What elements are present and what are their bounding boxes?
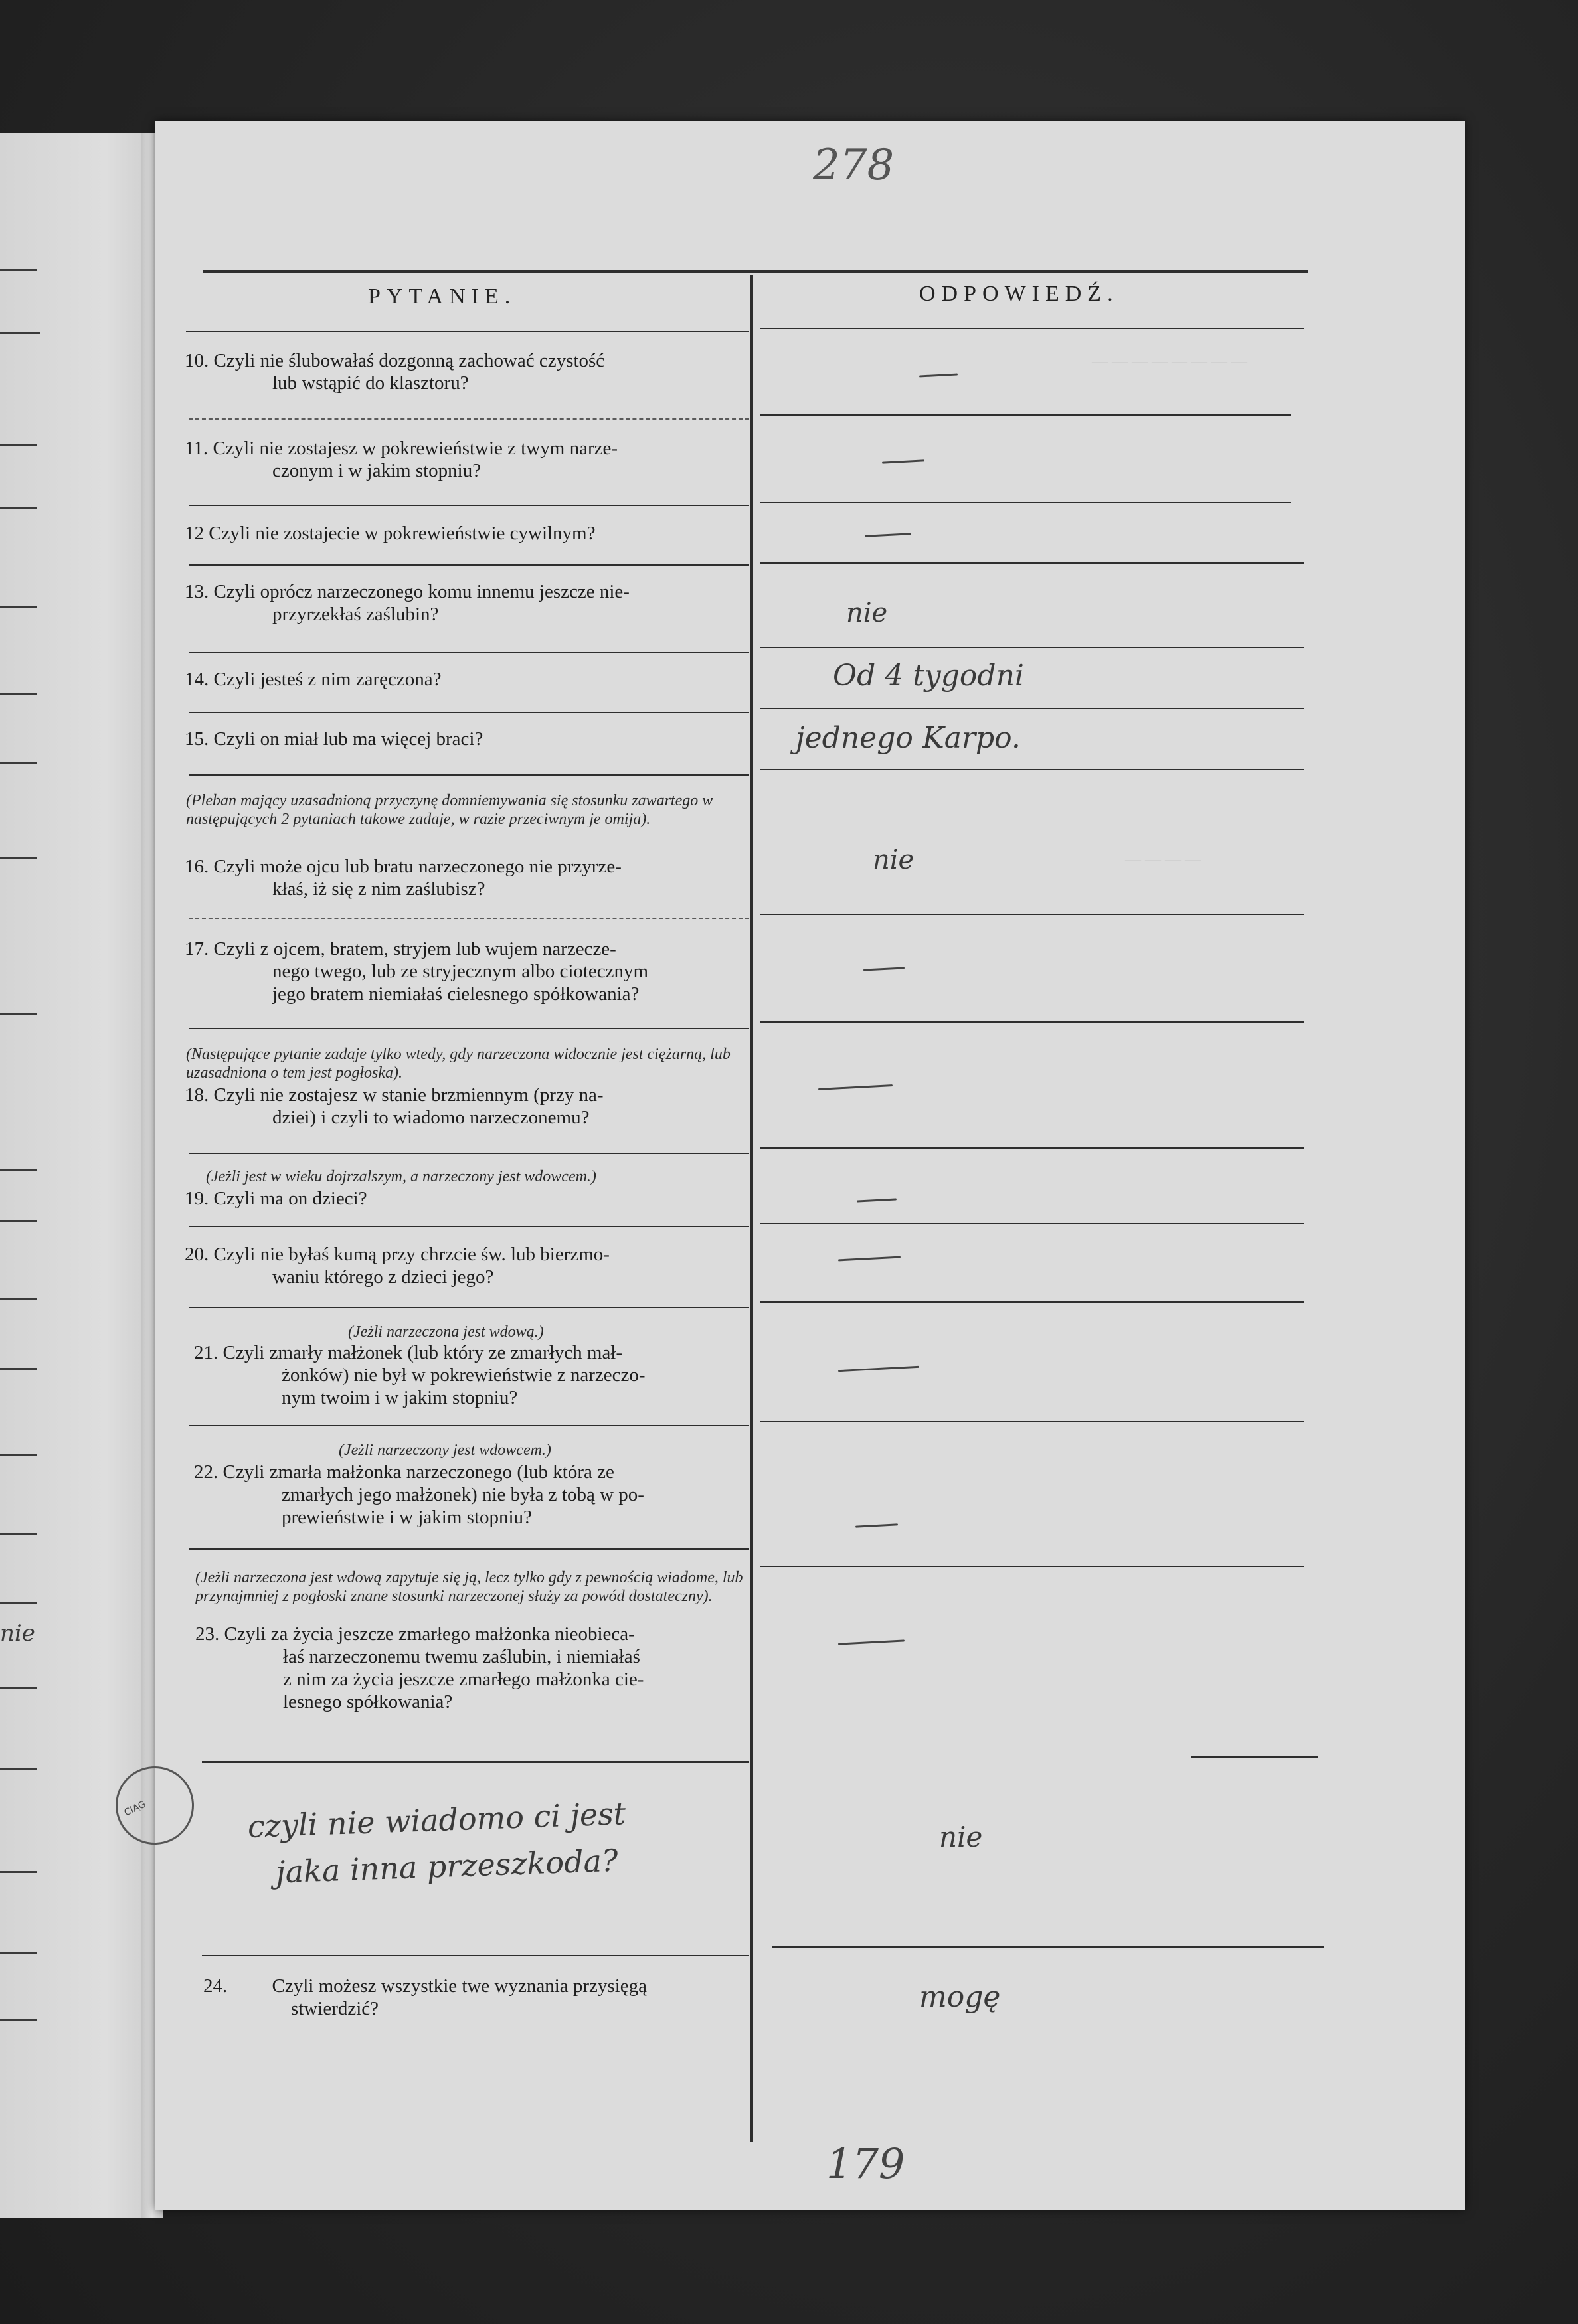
question-text: nym twoim i w jakim stopniu? <box>282 1387 518 1408</box>
question-separator <box>202 1761 749 1763</box>
answer-rule <box>760 769 1304 770</box>
question-text: przyrzekłaś zaślubin? <box>272 604 439 625</box>
bleed-through-text: — — — — — — — — <box>1092 353 1247 371</box>
question-number: 10. <box>185 350 209 371</box>
question-text: lesnego spółkowania? <box>283 1691 453 1712</box>
question-text: kłaś, iż się z nim zaślubisz? <box>272 878 485 900</box>
left-facing-page <box>0 133 151 2218</box>
question-number: 11. <box>185 438 209 459</box>
question-text: Czyli nie zostajesz w stanie brzmiennym (przy na- <box>213 1084 604 1106</box>
question-number: 15. <box>185 728 209 750</box>
answer-dash <box>882 459 924 463</box>
question-text: żonków) nie był w pokrewieństwie z narzeczo- <box>282 1365 646 1386</box>
answer-rule <box>760 414 1291 416</box>
handwritten-question <box>247 1790 628 1896</box>
left-rule <box>0 1871 37 1873</box>
left-rule <box>0 1220 37 1222</box>
question-text: Czyli nie ślubowałaś dozgonną zachować czystość <box>213 350 605 371</box>
answer-rule <box>760 1147 1304 1149</box>
answer-dash <box>865 533 911 537</box>
left-rule <box>0 857 37 859</box>
question-number: 18. <box>185 1084 209 1106</box>
question-number: 16. <box>185 856 209 877</box>
answer-rule <box>760 1223 1304 1224</box>
question-16 <box>185 855 746 900</box>
left-rule <box>0 1169 37 1171</box>
question-21-note: (Jeżli narzeczona jest wdową.) <box>348 1323 544 1341</box>
stamp-text: CIĄG <box>122 1799 148 1819</box>
question-number: 17. <box>185 938 209 959</box>
answer-rule <box>760 1566 1304 1567</box>
question-19 <box>185 1187 746 1210</box>
answer-dash <box>838 1366 919 1372</box>
answer-dash <box>838 1639 905 1645</box>
question-15 <box>185 728 746 750</box>
handwritten-question-line: czyli nie wiadomo ci jest <box>247 1795 627 1845</box>
question-text: Czyli z ojcem, bratem, stryjem lub wujem narzecze- <box>213 938 616 959</box>
question-text: zmarłych jego małżonek) nie była z tobą w po- <box>282 1484 644 1505</box>
answer-rule <box>760 562 1304 564</box>
question-number: 23. <box>195 1623 220 1645</box>
answer-rule <box>760 914 1304 915</box>
question-text: Czyli nie zostajecie w pokrewieństwie cywilnym? <box>209 523 596 544</box>
left-rule <box>0 1533 37 1535</box>
question-text: Czyli za życia jeszcze zmarłego małżonka nieobieca- <box>224 1623 635 1645</box>
question-text: łaś narzeczonemu twemu zaślubin, i niemiałaś <box>283 1646 640 1667</box>
left-rule <box>0 762 37 764</box>
question-text: lub wstąpić do klasztoru? <box>272 373 469 394</box>
page-number-bottom: 179 <box>826 2139 905 2188</box>
question-21 <box>194 1341 746 1409</box>
left-rule <box>0 444 37 446</box>
question-text: Czyli jesteś z nim zaręczona? <box>213 669 442 690</box>
question-18 <box>185 1084 746 1129</box>
left-rule <box>0 2019 37 2021</box>
left-rule <box>0 1952 37 1954</box>
question-text: Czyli zmarła małżonka narzeczonego (lub która ze <box>222 1461 614 1483</box>
left-rule <box>0 1768 37 1770</box>
answer-rule <box>760 502 1291 503</box>
question-separator <box>202 1955 749 1956</box>
question-10 <box>185 349 746 394</box>
form-page <box>155 121 1465 2210</box>
left-rule <box>0 606 37 608</box>
question-20 <box>185 1243 746 1288</box>
question-text: czonym i w jakim stopniu? <box>272 460 482 481</box>
question-text: Czyli możesz wszystkie twe wyznania przysięgą <box>272 1975 648 1997</box>
question-19-note: (Jeżli jest w wieku dojrzalszym, a narzeczony jest wdowcem.) <box>206 1168 596 1185</box>
question-13 <box>185 580 746 625</box>
question-11 <box>185 437 746 482</box>
answer-dash <box>919 373 958 377</box>
question-14 <box>185 668 746 691</box>
answer-rule <box>772 1946 1324 1948</box>
question-separator <box>189 774 749 776</box>
left-rule <box>0 332 40 334</box>
left-rule <box>0 1687 37 1689</box>
answer-14: Od 4 tygodni <box>833 659 1024 693</box>
answer-rule <box>1191 1756 1318 1758</box>
question-text: Czyli ma on dzieci? <box>213 1188 367 1209</box>
question-text: Czyli oprócz narzeczonego komu innemu jeszcze nie- <box>213 581 630 602</box>
question-18-note: (Następujące pytanie zadaje tylko wtedy, gdy narzeczona widocznie jest ciężarną, lub uzasadniona o tem jest pogłoska). <box>186 1046 731 1082</box>
question-17 <box>185 938 746 1005</box>
question-text: Czyli zmarły małżonek (lub który ze zmarłych mał- <box>222 1342 623 1363</box>
answer-dash <box>855 1523 898 1527</box>
question-number: 22. <box>194 1461 219 1483</box>
question-separator <box>189 1307 749 1308</box>
question-24 <box>203 1975 746 2020</box>
answer-rule <box>760 708 1304 709</box>
answer-dash <box>863 967 905 971</box>
question-22 <box>194 1461 746 1529</box>
question-text: Czyli nie byłaś kumą przy chrzcie św. lub bierzmo- <box>213 1244 610 1265</box>
question-text: nego twego, lub ze stryjecznym albo ciotecznym <box>272 961 649 982</box>
answer-column-header: ODPOWIEDŹ. <box>919 282 1119 306</box>
question-text: waniu którego z dzieci jego? <box>272 1266 494 1287</box>
handwritten-question-line: jaka inna przeszkoda? <box>275 1842 619 1890</box>
answer-rule <box>760 1301 1304 1303</box>
top-rule <box>203 270 1308 273</box>
answer-dash <box>818 1084 893 1090</box>
answer-rule <box>760 647 1304 648</box>
question-separator <box>189 418 749 420</box>
question-separator <box>189 505 749 506</box>
answer-extra: nie <box>939 1821 983 1853</box>
answer-rule <box>760 328 1304 329</box>
question-number: 12 <box>185 523 204 544</box>
question-number: 19. <box>185 1188 209 1209</box>
question-text: Czyli on miał lub ma więcej braci? <box>213 728 483 750</box>
question-text: jego bratem niemiałaś cielesnego spółkowania? <box>272 983 640 1005</box>
question-separator <box>189 1548 749 1550</box>
column-divider <box>750 275 753 2142</box>
question-separator <box>189 1153 749 1154</box>
question-number: 13. <box>185 581 209 602</box>
question-16-note: (Pleban mający uzasadnioną przyczynę domniemywania się stosunku zawartego w następujących 2 pytaniach takowe zadaje, w razie przeciwnym je omija). <box>186 792 713 828</box>
question-separator <box>189 712 749 713</box>
answer-16: nie <box>873 845 915 875</box>
left-rule <box>0 1454 37 1456</box>
question-23-note: (Jeżli narzeczona jest wdową zapytuje się ją, lecz tylko gdy z pewnością wiadome, lub przynajmniej z pogłoski znane stosunki narzeczonej służy za powód dostateczny). <box>195 1569 743 1605</box>
answer-rule <box>760 1021 1304 1023</box>
question-text: Czyli nie zostajesz w pokrewieństwie z twym narze- <box>213 438 618 459</box>
bleed-through-text: — — — — <box>1125 851 1201 869</box>
answer-15: jednego Karpo. <box>796 721 1021 755</box>
question-22-note: (Jeżli narzeczony jest wdowcem.) <box>339 1442 551 1459</box>
answer-13: nie <box>846 598 888 628</box>
question-number: 24. <box>203 1975 228 1997</box>
left-rule <box>0 1602 37 1604</box>
question-separator <box>189 1028 749 1029</box>
question-rule <box>186 331 749 332</box>
answer-dash <box>857 1198 897 1202</box>
question-12 <box>185 522 746 544</box>
question-text: Czyli może ojcu lub bratu narzeczonego nie przyrze- <box>213 856 622 877</box>
question-separator <box>189 1425 749 1426</box>
question-separator <box>189 1226 749 1227</box>
question-separator <box>189 652 749 653</box>
question-number: 20. <box>185 1244 209 1265</box>
left-rule <box>0 693 37 695</box>
question-23 <box>195 1623 748 1713</box>
left-rule <box>0 1298 37 1300</box>
left-margin-handwriting: nie <box>0 1620 35 1647</box>
question-number: 14. <box>185 669 209 690</box>
left-rule <box>0 269 37 271</box>
page-number-top: 278 <box>813 141 895 190</box>
question-text: prewieństwie i w jakim stopniu? <box>282 1507 532 1528</box>
answer-24: mogę <box>919 1980 1001 2014</box>
question-separator <box>189 564 749 566</box>
question-text: stwierdzić? <box>291 1998 379 2019</box>
answer-rule <box>760 1421 1304 1422</box>
question-text: dziei) i czyli to wiadomo narzeczonemu? <box>272 1107 590 1128</box>
left-rule <box>0 1368 37 1370</box>
left-rule <box>0 1013 37 1015</box>
answer-dash <box>838 1256 901 1262</box>
question-text: z nim za życia jeszcze zmarłego małżonka cie- <box>283 1669 644 1690</box>
question-separator <box>189 918 749 919</box>
question-number: 21. <box>194 1342 219 1363</box>
left-rule <box>0 507 37 509</box>
question-column-header: PYTANIE. <box>368 284 517 309</box>
